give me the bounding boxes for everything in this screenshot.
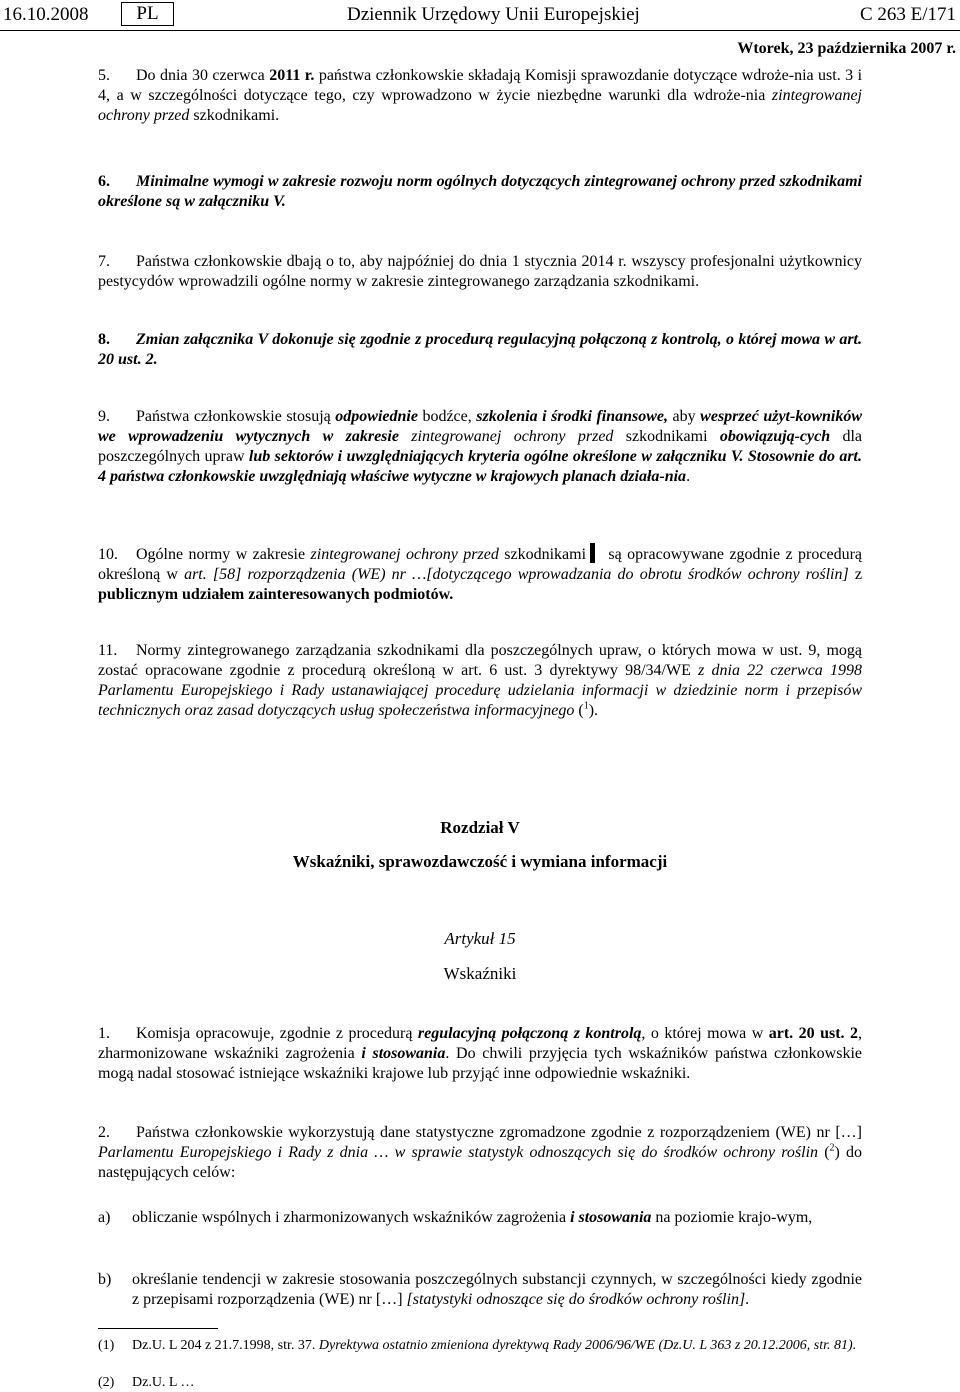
paragraph-number: 2. [98,1124,110,1141]
session-date: Wtorek, 23 października 2007 r. [737,40,956,57]
text: Dyrektywa ostatnio zmieniona dyrektywą Rady 2006/96/WE (Dz.U. L 363 z 20.12.2006, str. 81). [318,1338,857,1353]
language-badge: PL [121,2,174,26]
text: są opracowywane zgodnie z procedurą określoną w [98,546,862,583]
text: zintegrowanej ochrony przed [310,546,499,563]
text: . Do chwili przyjęcia tych wskaźników państwa członkowskie mogą nadal stosować istniejące wskaźniki krajowe lub przyjąć inne odpowiednie wskaźniki. [98,1045,863,1082]
text: Do dnia 30 czerwca [136,67,270,84]
text: , zharmonizowane wskaźniki zagrożenia [98,1025,862,1062]
amendment-marker [590,543,595,563]
text: regulacyjną połączoną z kontrolą [417,1025,642,1042]
paragraph-number: 8. [98,331,110,348]
list-item-a [98,1208,862,1228]
header-rule [0,30,960,31]
list-label: b) [98,1271,112,1288]
text: Państwa członkowskie dbają o to, aby najpóźniej do dnia 1 stycznia 2014 r. wszyscy profesjonalni użytkownicy pestycydów wprowadzili ogólne normy w zakresie zintegrowanego zarządzania szkodnikami. [98,253,862,290]
footnote-ref: 1 [583,700,589,712]
paragraph-number: 1. [98,1025,110,1042]
text: Komisja opracowuje, zgodnie z procedurą [136,1025,418,1042]
list-text [132,1208,862,1228]
article-paragraph-1 [98,1024,862,1084]
text: . [745,1291,750,1308]
text: obowiązują-cych [719,428,831,445]
paragraph-number: 7. [98,253,110,270]
text: Państwa członkowskie stosują [136,408,336,425]
text: Dz.U. L … [132,1375,195,1390]
text: lub sektorów i uwzględniających kryteria ogólne określone w załączniku V. Stosownie do art. 4 państwa członkowskie uwzględniają właściwe wytyczne w krajowych planach działa-nia [98,448,862,485]
text: Dz.U. L 204 z 21.7.1998, str. 37. [132,1338,319,1353]
article-paragraph-2 [98,1123,862,1183]
text: Normy zintegrowanego zarządzania szkodnikami dla poszczególnych upraw, o których mowa w ust. 9, mogą zostać opracowane zgodnie z procedurą określoną w art. 6 ust. 3 dyrektywy 98/34/WE [98,642,862,679]
text: Minimalne wymogi w zakresie rozwoju norm ogólnych dotyczących zintegrowanej ochrony przed szkodnikami określone są w załączniku V. [98,173,862,210]
footnote-label: (1) [98,1338,115,1353]
text: Parlamentu Europejskiego i Rady z dnia … w sprawie statystyk odnoszących się do środków ochrony roślin [98,1144,819,1161]
footnote-separator [98,1328,218,1329]
paragraph-number: 9. [98,408,110,425]
text: ( [818,1144,830,1161]
paragraph-8 [98,330,862,370]
text: dla poszczególnych upraw [98,428,862,465]
text: na poziomie krajo-wym, [651,1209,813,1226]
text: [statystyki odnoszące się do środków ochrony roślin] [406,1291,746,1308]
text: Państwa członkowskie wykorzystują dane statystyczne zgromadzone zgodnie z rozporządzeniem (WE) nr […] [136,1124,862,1141]
paragraph-10 [98,543,862,605]
paragraph-number: 11. [98,642,118,659]
text: ) do następujących celów: [98,1144,863,1181]
article-subtitle: Wskaźniki [443,964,517,983]
text: i stosowania [361,1045,446,1062]
footnote-label: (2) [98,1375,115,1390]
journal-reference: C 263 E/171 [859,4,956,25]
text: zintegrowanej ochrony przed [398,428,614,445]
text: bodźce, [417,408,477,425]
paragraph-number: 5. [98,67,110,84]
text: określanie tendencji w zakresie stosowania poszczególnych substancji czynnych, w szczególności kiedy zgodnie z przepisami rozporządzenia (WE) nr […] [132,1271,862,1308]
text: odpowiednie [335,408,418,425]
text: i stosowania [570,1209,652,1226]
article-title: Artykuł 15 [444,929,516,948]
chapter-subtitle: Wskaźniki, sprawozdawczość i wymiana informacji [292,852,668,871]
paragraph-number: 10. [98,546,118,563]
paragraph-5 [98,66,862,126]
text: zintegrowanej ochrony przed [98,87,862,124]
publication-date: 16.10.2008 [3,4,89,25]
list-label: a) [98,1209,111,1226]
footnote-ref: 2 [829,1142,835,1154]
text: art. 20 ust. 2 [768,1025,858,1042]
text: art. [58] rozporządzenia (WE) nr …[dotyczącego wprowadzania do obrotu środków ochrony roślin] [184,566,849,583]
list-text [132,1270,862,1310]
text: Ogólne normy w zakresie [136,546,311,563]
list-item-b [98,1270,862,1310]
page-header [0,0,960,30]
paragraph-number: 6. [98,173,110,190]
text: ). [588,702,599,719]
paragraph-6 [98,172,862,212]
footnote-2 [98,1374,862,1392]
journal-title: Dziennik Urzędowy Unii Europejskiej [347,4,640,25]
footnote-1 [98,1337,862,1355]
footnote-text [132,1337,862,1355]
text: publicznym udziałem zainteresowanych podmiotów. [98,586,454,603]
text: szkodnikami. [189,107,280,124]
text: szkolenia i środki finansowe, [476,408,669,425]
paragraph-7 [98,252,862,292]
text: obliczanie wspólnych i zharmonizowanych wskaźników zagrożenia [132,1209,571,1226]
text: szkodnikami [613,428,720,445]
footnote-text [132,1374,862,1392]
text: aby [668,408,701,425]
text: . [686,468,691,485]
text: 2011 r. [269,67,315,84]
text: z dnia 22 czerwca 1998 Parlamentu Europejskiego i Rady ustanawiającej procedurę udzielania informacji w dziedzinie norm i przepisów technicznych oraz zasad dotyczących usług społeczeństwa informacyjnego [98,662,862,719]
paragraph-9 [98,407,862,487]
text: państwa członkowskie składają Komisji sprawozdanie dotyczące wdroże-nia ust. 3 i 4, a w szczególności dotyczące tego, czy wprowadzono w życie niezbędne warunki dla wdroże-nia [98,67,863,104]
chapter-title: Rozdział V [440,818,520,837]
text: ( [574,702,584,719]
text: szkodnikami [498,546,587,563]
text: , o której mowa w [641,1025,769,1042]
text: wesprzeć użyt-kowników we wprowadzeniu wytycznych w zakresie [98,408,863,445]
text: Zmian załącznika V dokonuje się zgodnie z procedurą regulacyjną połączoną z kontrolą, o której mowa w art. 20 ust. 2. [98,331,862,368]
text: z [848,566,862,583]
paragraph-11 [98,641,862,721]
